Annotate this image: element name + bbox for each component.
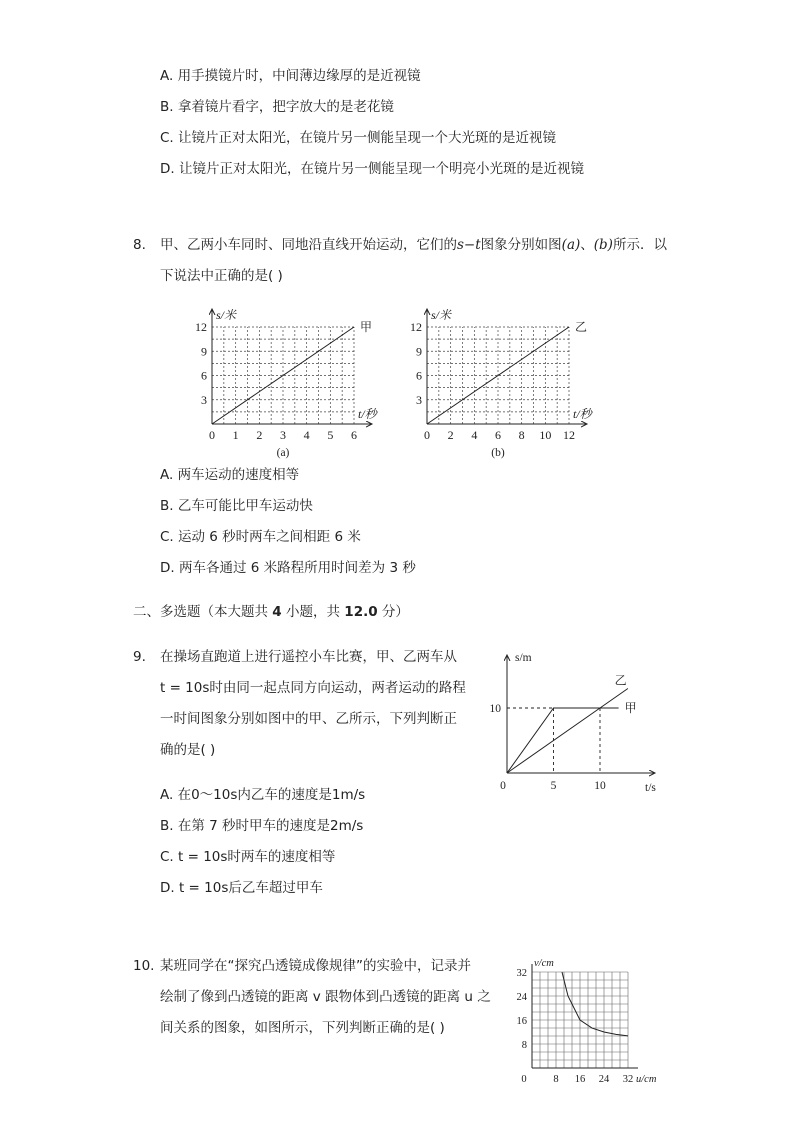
y-tick-label: 10 xyxy=(489,703,501,715)
q8-charts xyxy=(190,298,610,463)
x-tick-label: 24 xyxy=(598,1074,610,1085)
q9-chart xyxy=(485,640,675,800)
q9-number: 9. xyxy=(133,649,146,665)
x-axis-label: t/s xyxy=(645,782,656,794)
q7-option-b: B. 拿着镜片看字，把字放大的是老花镜 xyxy=(160,99,394,115)
x-tick-label: 5 xyxy=(550,780,557,792)
x-tick-label: 32 xyxy=(622,1074,634,1085)
q8-stem-math-b: (b) xyxy=(593,237,613,253)
q9-stem-line4: 确的是( ) xyxy=(160,742,216,758)
chart-b xyxy=(410,308,594,459)
line-label: 乙 xyxy=(575,320,588,334)
q9-stem-line3: 一时间图象分别如图中的甲、乙所示，下列判断正 xyxy=(160,711,457,727)
y-tick-label: 12 xyxy=(195,320,207,334)
y-tick-label: 9 xyxy=(201,344,207,359)
section-2-count: 4 xyxy=(272,604,282,620)
x-tick-label: 0 xyxy=(209,428,215,442)
x-tick-label: 10 xyxy=(594,780,606,792)
q9-stem-line2: t = 10s时由同一起点同方向运动，两者运动的路程 xyxy=(160,680,466,696)
q8-stem-text-b: 图象分别如图 xyxy=(480,237,562,253)
q8-stem-line1 xyxy=(160,236,667,254)
x-axis-label: t/秒 xyxy=(358,407,377,421)
y-tick-label: 24 xyxy=(516,992,527,1003)
x-tick-label: 2 xyxy=(447,428,454,442)
q9-option-d: D. t = 10s后乙车超过甲车 xyxy=(160,880,323,896)
q8-option-b: B. 乙车可能比甲车运动快 xyxy=(160,498,313,514)
y-tick-label: 32 xyxy=(516,968,527,979)
section-2-heading xyxy=(133,603,409,621)
chart-a xyxy=(195,308,379,459)
series-yi xyxy=(507,689,628,774)
section-2-prefix: 二、多选题（本大题共 xyxy=(133,604,273,620)
q8-stem-text-c: 、 xyxy=(580,237,594,253)
q8-option-a: A. 两车运动的速度相等 xyxy=(160,467,300,483)
x-tick-label: 4 xyxy=(303,428,310,442)
chart-caption: (a) xyxy=(276,447,290,459)
q8-option-d: D. 两车各通过 6 米路程所用时间差为 3 秒 xyxy=(160,560,416,576)
x-tick-label: 3 xyxy=(280,428,286,442)
q7-option-a: A. 用手摸镜片时，中间薄边缘厚的是近视镜 xyxy=(160,68,421,84)
q9-option-c: C. t = 10s时两车的速度相等 xyxy=(160,849,336,865)
q9-stem-line1: 在操场直跑道上进行遥控小车比赛，甲、乙两车从 xyxy=(160,649,457,665)
y-tick-label: 6 xyxy=(416,368,422,383)
q10-chart xyxy=(505,948,675,1088)
chart-q10 xyxy=(517,958,657,1085)
q9-option-a: A. 在0～10s内乙车的速度是1m/s xyxy=(160,787,366,803)
q7-option-d: D. 让镜片正对太阳光，在镜片另一侧能呈现一个明亮小光斑的是近视镜 xyxy=(160,161,584,177)
y-tick-label: 8 xyxy=(521,1040,527,1051)
y-tick-label: 12 xyxy=(410,320,422,334)
q7-option-c: C. 让镜片正对太阳光，在镜片另一侧能呈现一个大光斑的是近视镜 xyxy=(160,130,557,146)
y-tick-label: 16 xyxy=(516,1016,527,1027)
section-2-score: 12.0 xyxy=(344,604,378,620)
x-tick-label: 12 xyxy=(563,428,575,442)
x-axis-label: t/秒 xyxy=(573,407,592,421)
y-axis-label: s/m xyxy=(515,652,532,664)
q8-stem-line2: 下说法中正确的是( ) xyxy=(160,268,283,284)
chart-q9 xyxy=(490,652,657,794)
x-tick-label: 4 xyxy=(471,428,478,442)
q9-option-b: B. 在第 7 秒时甲车的速度是2m/s xyxy=(160,818,364,834)
q10-stem-line3: 间关系的图象，如图所示，下列判断正确的是( ) xyxy=(160,1020,445,1036)
q10-stem-line2: 绘制了像到凸透镜的距离 v 跟物体到凸透镜的距离 u 之 xyxy=(160,989,491,1005)
x-tick-label: 5 xyxy=(327,428,334,442)
label-jia: 甲 xyxy=(624,701,637,715)
q10-number: 10. xyxy=(133,958,155,974)
x-tick-label: 0 xyxy=(424,428,430,442)
y-axis-label: s/米 xyxy=(216,308,237,322)
series-jia xyxy=(507,708,619,773)
chart-caption: (b) xyxy=(491,447,505,459)
x-tick-label: 0 xyxy=(500,780,506,792)
x-tick-label: 0 xyxy=(521,1074,527,1085)
y-axis-label: s/米 xyxy=(431,308,452,322)
y-tick-label: 6 xyxy=(201,368,207,383)
section-2-suffix: 分） xyxy=(377,604,409,620)
x-axis-label: u/cm xyxy=(636,1074,657,1085)
q8-stem-text-d: 所示．以 xyxy=(612,237,667,253)
label-yi: 乙 xyxy=(614,673,627,688)
x-tick-label: 6 xyxy=(495,428,501,442)
y-tick-label: 9 xyxy=(416,344,422,359)
y-tick-label: 3 xyxy=(201,392,207,407)
x-tick-label: 16 xyxy=(574,1074,586,1085)
section-2-middle: 小题，共 xyxy=(281,604,345,620)
q10-stem-line1: 某班同学在“探究凸透镜成像规律”的实验中，记录并 xyxy=(160,958,471,974)
q8-number: 8. xyxy=(133,237,146,253)
y-axis-label: v/cm xyxy=(534,958,554,969)
x-tick-label: 8 xyxy=(518,428,525,442)
line-label: 甲 xyxy=(360,320,373,334)
x-tick-label: 2 xyxy=(256,428,263,442)
q8-stem-text-a: 甲、乙两小车同时、同地沿直线开始运动，它们的 xyxy=(160,237,457,253)
x-tick-label: 8 xyxy=(553,1074,559,1085)
x-tick-label: 6 xyxy=(351,428,357,442)
x-tick-label: 1 xyxy=(232,428,239,442)
q8-option-c: C. 运动 6 秒时两车之间相距 6 米 xyxy=(160,529,361,545)
q8-stem-math-a: (a) xyxy=(561,237,581,253)
x-tick-label: 10 xyxy=(539,428,552,442)
q8-stem-math-st: s−t xyxy=(457,237,481,253)
y-tick-label: 3 xyxy=(416,392,422,407)
